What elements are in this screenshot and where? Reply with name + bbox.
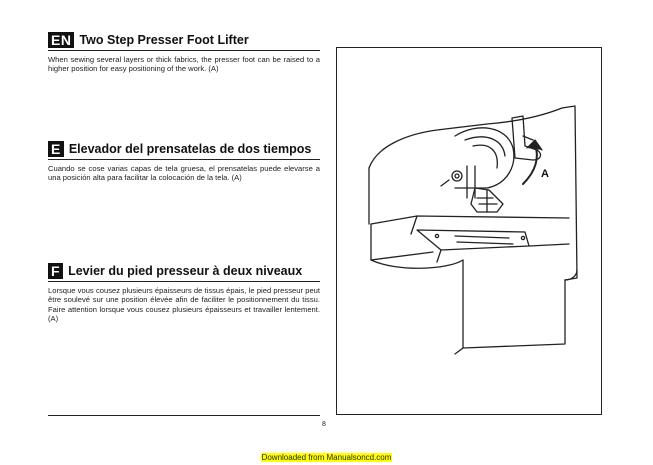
bottom-rule xyxy=(48,415,320,416)
section-title: Elevador del prensatelas de dos tiempos xyxy=(68,142,312,156)
language-badge: F xyxy=(48,263,63,279)
sewing-machine-presser-foot-illustration xyxy=(337,48,603,416)
section-heading xyxy=(48,140,320,158)
section-spanish xyxy=(48,140,320,183)
section-body: When sewing several layers or thick fabrics, the presser foot can be raised to a higher position for easy positioning of the work. (A) xyxy=(48,55,320,74)
section-body: Cuando se cose varias capas de tela gruesa, el prensatelas puede elevarse a una posición alta para facilitar la colocación de la tela. (A) xyxy=(48,164,320,183)
download-link[interactable]: Downloaded from Manualsoncd.com xyxy=(261,453,392,462)
section-heading xyxy=(48,31,320,49)
section-french xyxy=(48,262,320,324)
section-title: Levier du pied presseur à deux niveaux xyxy=(68,264,303,278)
figure-frame xyxy=(336,47,602,415)
footer xyxy=(0,447,653,465)
heading-rule xyxy=(48,50,320,51)
heading-rule xyxy=(48,159,320,160)
section-body: Lorsque vous cousez plusieurs épaisseurs de tissus épais, le pied presseur peut être soulevé sur une position élevée afin de faciliter le positionnement du tissu. Faire attention lorsque vous cousez plusieurs épaisseurs et travailler lentement. (A) xyxy=(48,286,320,324)
section-heading xyxy=(48,262,320,280)
section-english xyxy=(48,31,320,74)
language-badge: E xyxy=(48,141,64,157)
section-title: Two Step Presser Foot Lifter xyxy=(79,33,249,47)
language-badge: EN xyxy=(48,32,74,48)
page-number: 8 xyxy=(322,421,326,428)
heading-rule xyxy=(48,281,320,282)
callout-label: A xyxy=(541,168,549,180)
